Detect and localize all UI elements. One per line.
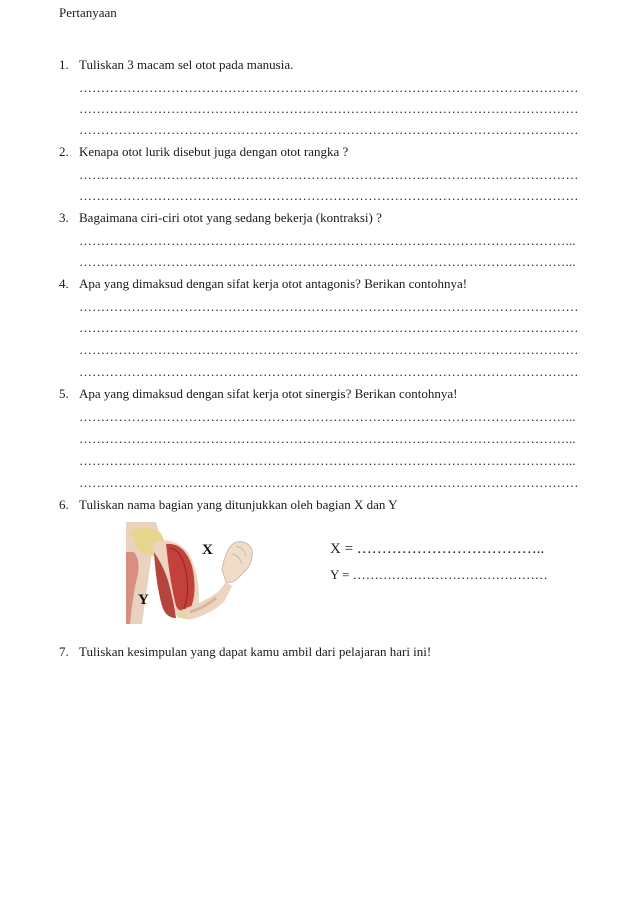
answer-line: …………………………………………………………………………………………………...	[79, 409, 576, 424]
answer-line: …………………………………………………………………………………………………...	[79, 254, 576, 269]
answer-line: ……………………………………………………………………………………………………	[79, 364, 579, 379]
answer-line: ……………………………………………………………………………………………………	[79, 320, 579, 335]
answer-x: X = ………………………………..	[330, 541, 545, 557]
question-text: Bagaimana ciri-ciri otot yang sedang bekerja (kontraksi) ?	[79, 210, 382, 225]
answer-line: ……………………………………………………………………………………………………	[79, 122, 579, 137]
question-number: 5.	[59, 386, 69, 401]
question-number: 2.	[59, 144, 69, 159]
question-5	[59, 386, 457, 402]
question-text: Tuliskan kesimpulan yang dapat kamu ambil dari pelajaran hari ini!	[79, 644, 432, 659]
answer-line: …………………………………………………………………………………………………...	[79, 233, 576, 248]
question-number: 6.	[59, 497, 69, 512]
answer-line: …………………………………………………………………………………………………...	[79, 453, 576, 468]
question-number: 3.	[59, 210, 69, 225]
answer-line: ……………………………………………………………………………………………………	[79, 80, 579, 95]
question-6	[59, 497, 398, 513]
question-7	[59, 644, 431, 660]
question-text: Apa yang dimaksud dengan sifat kerja otot sinergis? Berikan contohnya!	[79, 386, 458, 401]
answer-line: ……………………………………………………………………………………………………	[79, 188, 579, 203]
question-number: 1.	[59, 57, 69, 72]
label-x: X	[202, 542, 213, 558]
page-heading: Pertanyaan	[59, 5, 117, 20]
question-2	[59, 144, 348, 160]
question-text: Apa yang dimaksud dengan sifat kerja otot antagonis? Berikan contohnya!	[79, 276, 468, 291]
question-text: Tuliskan 3 macam sel otot pada manusia.	[79, 57, 294, 72]
question-text: Tuliskan nama bagian yang ditunjukkan oleh bagian X dan Y	[79, 497, 398, 512]
answer-line: …………………………………………………………………………………………………...	[79, 431, 576, 446]
question-text: Kenapa otot lurik disebut juga dengan otot rangka ?	[79, 144, 349, 159]
question-3	[59, 210, 382, 226]
answer-line: ……………………………………………………………………………………………………	[79, 167, 579, 182]
question-number: 4.	[59, 276, 69, 291]
arm-muscle-illustration	[126, 522, 254, 624]
answer-y: Y = ………………………………………	[330, 567, 548, 582]
question-1	[59, 57, 293, 73]
question-4	[59, 276, 467, 292]
answer-line: ……………………………………………………………………………………………………	[79, 475, 579, 490]
arm-muscle-figure	[126, 522, 254, 624]
label-y: Y	[138, 592, 149, 608]
answer-line: ……………………………………………………………………………………………………	[79, 299, 579, 314]
answer-line: ……………………………………………………………………………………………………	[79, 101, 579, 116]
answer-line: ……………………………………………………………………………………………………	[79, 342, 579, 357]
question-number: 7.	[59, 644, 69, 659]
